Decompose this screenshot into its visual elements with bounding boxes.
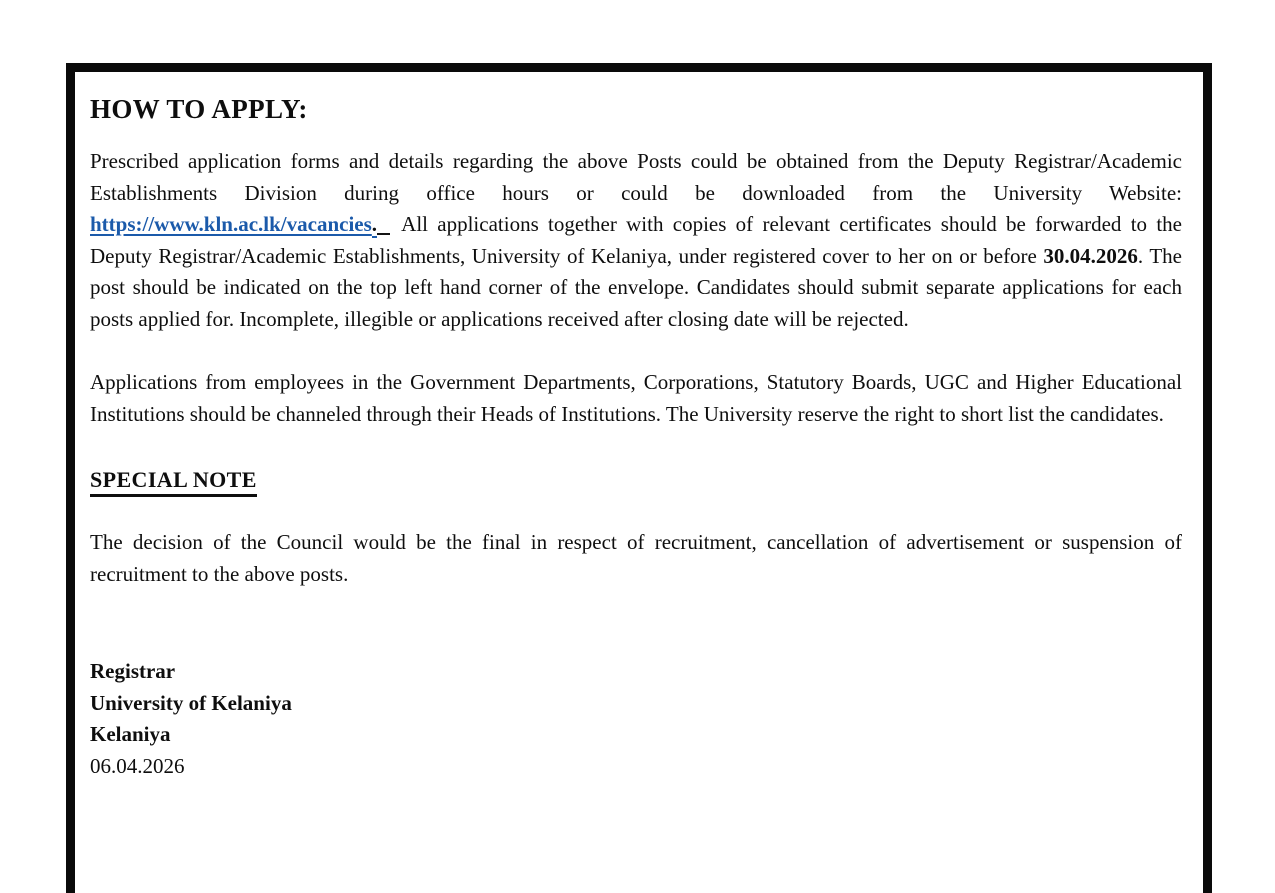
vacancies-url-link[interactable]: https://www.kln.ac.lk/vacancies [90,212,372,236]
p1-link-period: . [371,212,378,236]
special-note-heading [90,464,1182,495]
closing-date: 30.04.2026 [1043,243,1138,268]
p1-pre-link-text: Prescribed application forms and details regarding the above Posts could be obtained from the Deputy Registrar/Academic Establishments Division during office hours or could be downloaded from the University Website: [90,149,1182,205]
signature-title: Registrar [90,659,176,683]
p1-post-text: . The post should be indicated on the top left hand corner of the envelope. Candidates should submit separate applications for each posts applied for. Incomplete, illegible or applications received after closing date will be rejected. [90,243,1182,331]
notice-border-box [66,63,1212,893]
signature-city: Kelaniya [90,722,171,746]
signature-organization: University of Kelaniya [90,690,292,715]
signature-date: 06.04.2026 [90,753,185,778]
signature-block [90,656,1182,782]
special-note-heading-text: SPECIAL NOTE [90,467,257,497]
paragraph-council-decision: The decision of the Council would be the final in respect of recruitment, cancellation of advertisement or suspension of recruitment to the above posts. [90,530,1182,586]
paragraph-government-employees: Applications from employees in the Government Departments, Corporations, Statutory Boards, UGC and Higher Educational Institutions should be channeled through their Heads of Institutions. The University reserve the right to short list the candidates. [90,370,1182,426]
trailing-underline-mark [377,221,390,235]
p1-mid-text: All applications together with copies of relevant certificates should be forwarded to the Deputy Registrar/Academic Establishments, University of Kelaniya, under registered cover to her on or before [90,212,1182,268]
paragraph-application-instructions [90,146,1182,335]
how-to-apply-heading: HOW TO APPLY: [90,94,308,124]
